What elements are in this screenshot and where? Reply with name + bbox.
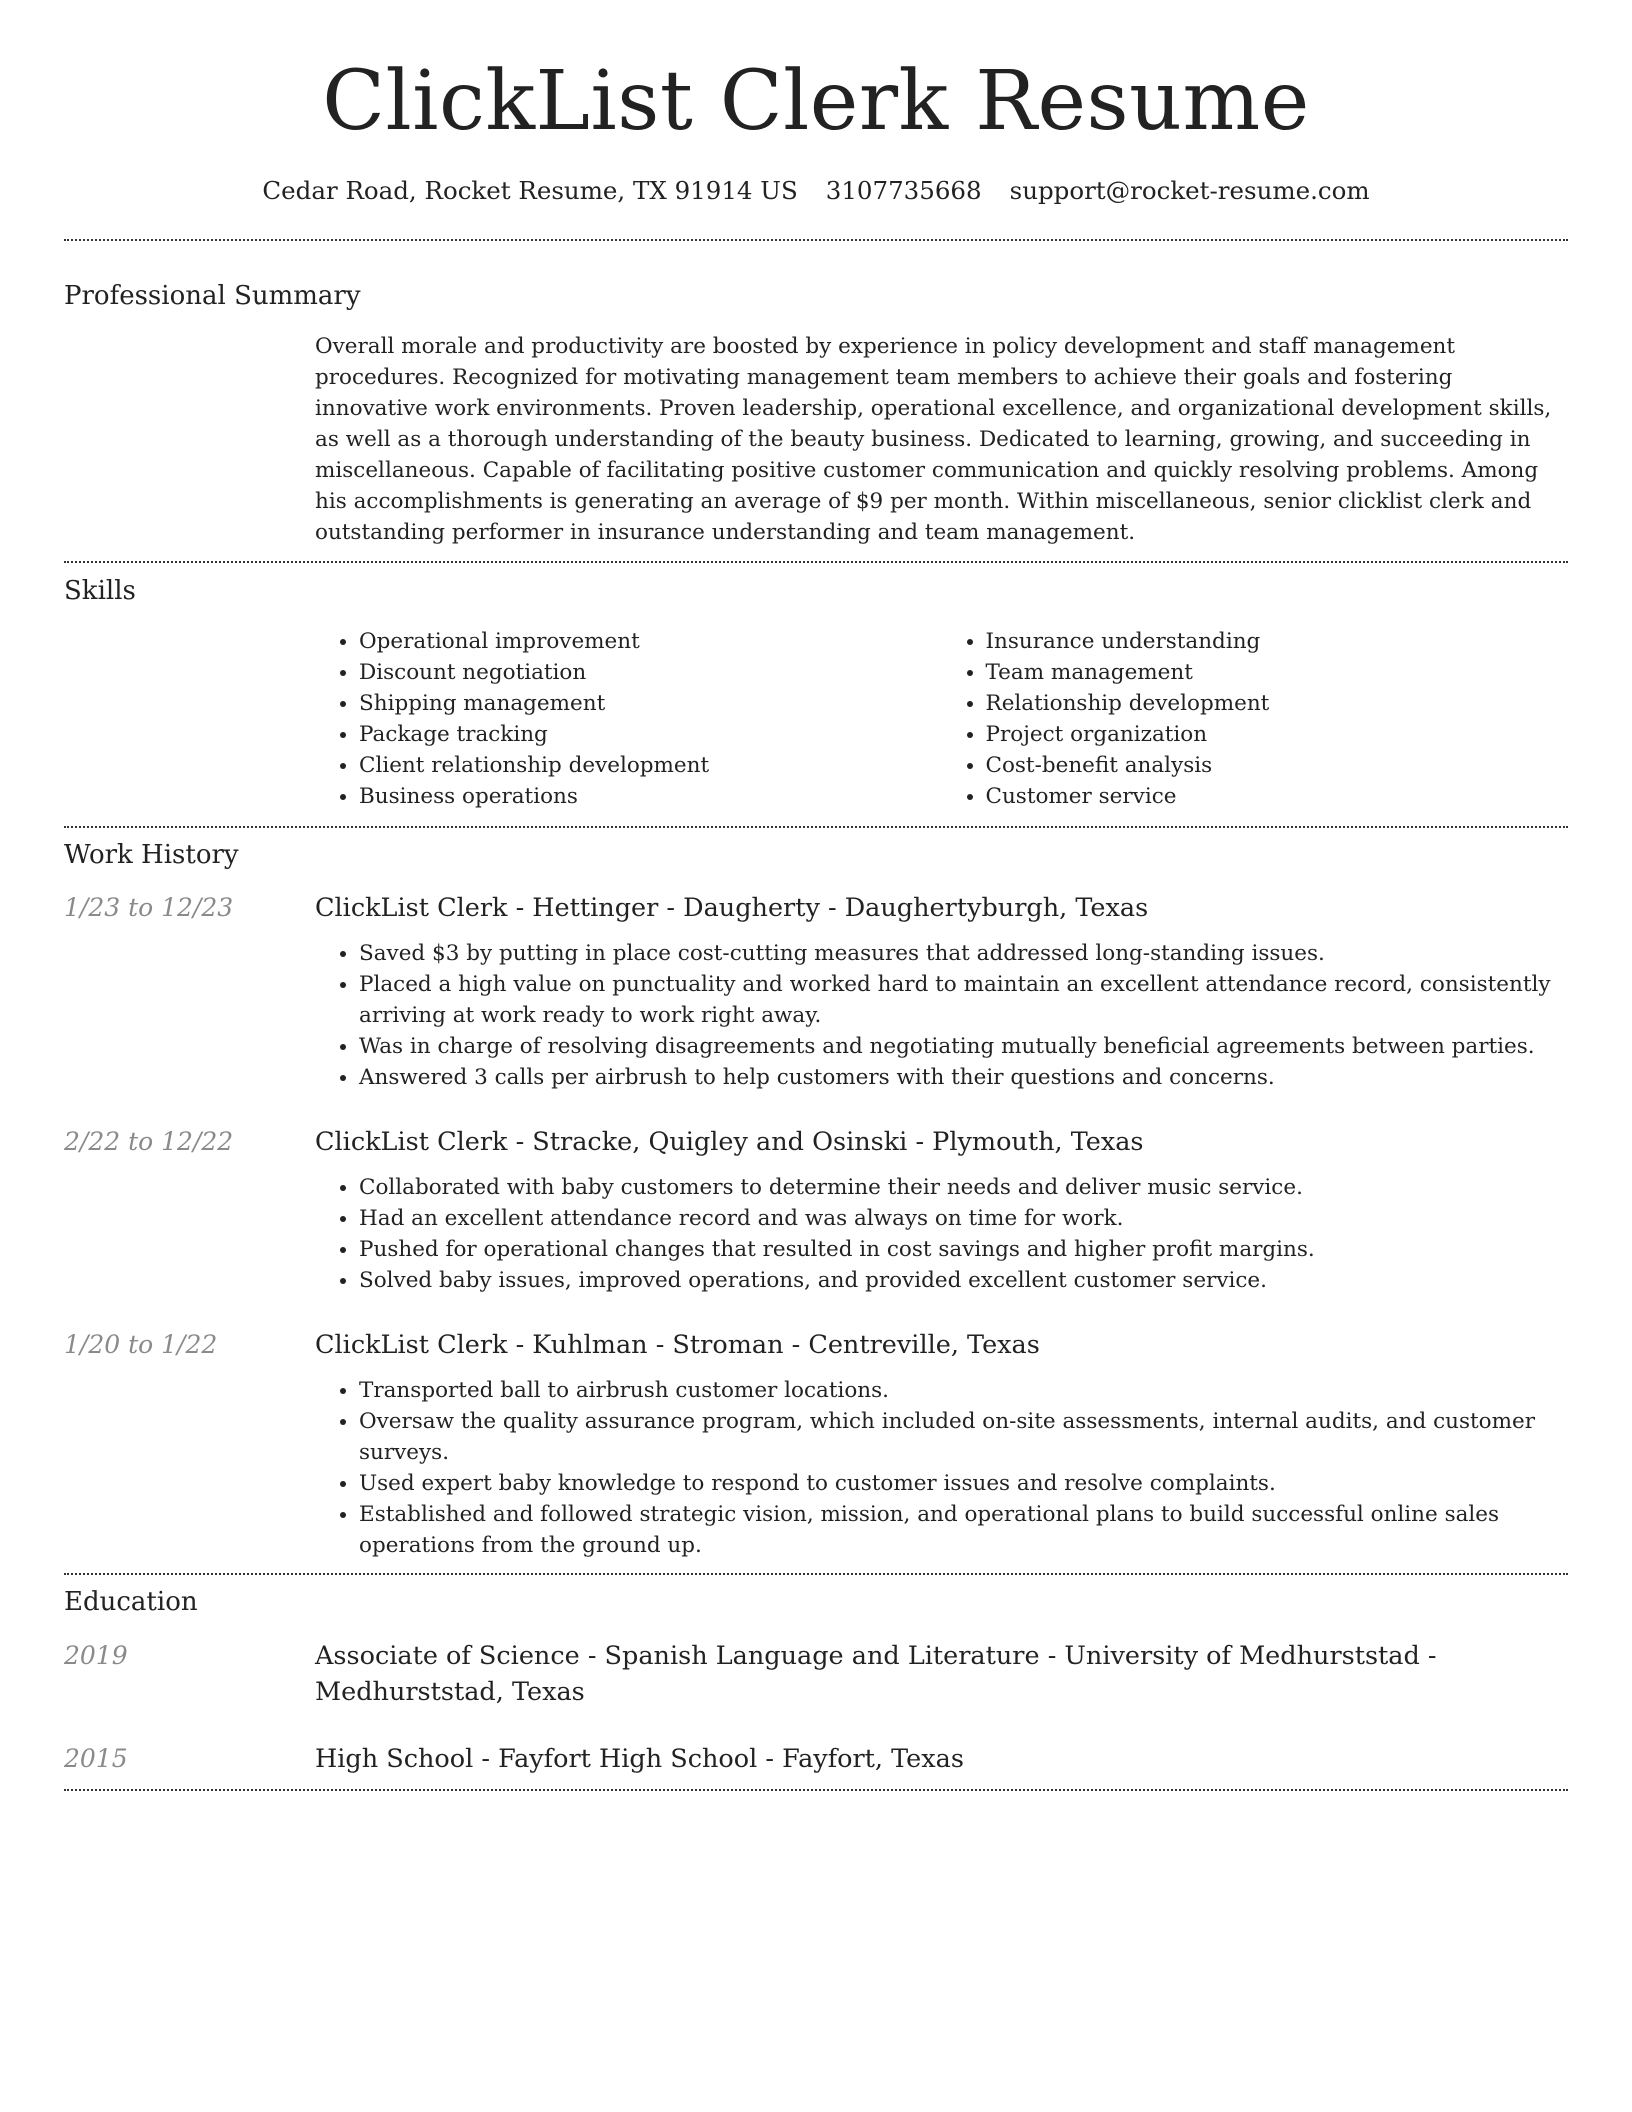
skill-item: • Business operations [359, 781, 942, 812]
section-title-skills: Skills [64, 576, 136, 606]
work-bullet: • Was in charge of resolving disagreements and negotiating mutually beneficial agreements between parties. [359, 1031, 1568, 1062]
education-degree: High School [315, 1744, 474, 1774]
work-title: ClickList Clerk - Kuhlman - Stroman - Centreville, Texas [315, 1330, 1040, 1360]
work-bullets [315, 938, 1568, 1093]
divider [64, 561, 1568, 563]
education-entry [64, 1638, 1568, 1710]
work-entry [64, 1124, 1568, 1296]
skill-item: • Cost-benefit analysis [986, 750, 1569, 781]
contact-email: support@rocket-resume.com [1009, 176, 1370, 205]
work-bullet: • Used expert baby knowledge to respond to customer issues and resolve complaints. [359, 1468, 1568, 1499]
education-title [315, 1741, 1568, 1777]
skill-item: • Shipping management [359, 688, 942, 719]
skill-item: • Discount negotiation [359, 657, 942, 688]
skill-item: • Operational improvement [359, 626, 942, 657]
section-title-education: Education [64, 1587, 198, 1617]
work-bullet: • Had an excellent attendance record and was always on time for work. [359, 1203, 1568, 1234]
work-entry [64, 890, 1568, 1093]
work-date: 1/23 to 12/23 [64, 893, 234, 922]
education-title [315, 1638, 1568, 1710]
divider [64, 1789, 1568, 1791]
skill-item: • Project organization [986, 719, 1569, 750]
education-school: - University of Medhurststad - Medhurststad, Texas [315, 1641, 1437, 1707]
skill-item: • Team management [986, 657, 1569, 688]
work-bullets [315, 1172, 1568, 1296]
section-title-summary: Professional Summary [64, 281, 361, 311]
work-bullet: • Transported ball to airbrush customer locations. [359, 1375, 1568, 1406]
work-entry [64, 1327, 1568, 1561]
work-bullet: • Established and followed strategic vision, mission, and operational plans to build successful online sales operations from the ground up. [359, 1499, 1568, 1561]
skill-item: • Package tracking [359, 719, 942, 750]
education-school: - Fayfort High School - Fayfort, Texas [473, 1744, 964, 1774]
contact-phone: 3107735668 [825, 176, 982, 205]
skill-item: • Customer service [986, 781, 1569, 812]
resume-title: ClickList Clerk Resume [322, 54, 1310, 149]
work-bullet: • Placed a high value on punctuality and worked hard to maintain an excellent attendance record, consistently arriving at work ready to work right away. [359, 969, 1568, 1031]
resume-page [64, 0, 1568, 1791]
education-date: 2015 [64, 1744, 128, 1773]
skill-item: • Insurance understanding [986, 626, 1569, 657]
education-date: 2019 [64, 1641, 128, 1670]
work-bullet: • Answered 3 calls per airbrush to help customers with their questions and concerns. [359, 1062, 1568, 1093]
divider [64, 1573, 1568, 1575]
education-degree: Associate of Science - Spanish Language and Literature [315, 1641, 1040, 1671]
contact-line [64, 174, 1568, 208]
work-bullet: • Oversaw the quality assurance program, which included on-site assessments, internal audits, and customer surveys. [359, 1406, 1568, 1468]
summary-text: Overall morale and productivity are boosted by experience in policy development and staff management procedures. Recognized for motivating management team members to achieve their goals and fostering innovative work environments. Proven leadership, operational excellence, and organizational development skills, as well as a thorough understanding of the beauty business. Dedicated to learning, growing, and succeeding in miscellaneous. Capable of facilitating positive customer communication and quickly resolving problems. Among his accomplishments is generating an average of $9 per month. Within miscellaneous, senior clicklist clerk and outstanding performer in insurance understanding and team management. [315, 334, 1552, 545]
skills-list [315, 626, 1568, 812]
contact-address: Cedar Road, Rocket Resume, TX 91914 US [262, 176, 798, 205]
work-date: 1/20 to 1/22 [64, 1330, 218, 1359]
skill-item: • Relationship development [986, 688, 1569, 719]
work-title: ClickList Clerk - Hettinger - Daugherty - Daughertyburgh, Texas [315, 893, 1149, 923]
skills-column-left [315, 626, 942, 812]
skill-item: • Client relationship development [359, 750, 942, 781]
work-bullet: • Collaborated with baby customers to determine their needs and deliver music service. [359, 1172, 1568, 1203]
divider [64, 239, 1568, 241]
skills-column-right [942, 626, 1569, 812]
work-bullet: • Saved $3 by putting in place cost-cutting measures that addressed long-standing issues. [359, 938, 1568, 969]
work-title: ClickList Clerk - Stracke, Quigley and Osinski - Plymouth, Texas [315, 1127, 1144, 1157]
work-bullet: • Solved baby issues, improved operations, and provided excellent customer service. [359, 1265, 1568, 1296]
divider [64, 826, 1568, 828]
section-title-work: Work History [64, 840, 239, 870]
education-entry [64, 1741, 1568, 1777]
work-bullets [315, 1375, 1568, 1561]
work-bullet: • Pushed for operational changes that resulted in cost savings and higher profit margins. [359, 1234, 1568, 1265]
work-date: 2/22 to 12/22 [64, 1127, 234, 1156]
